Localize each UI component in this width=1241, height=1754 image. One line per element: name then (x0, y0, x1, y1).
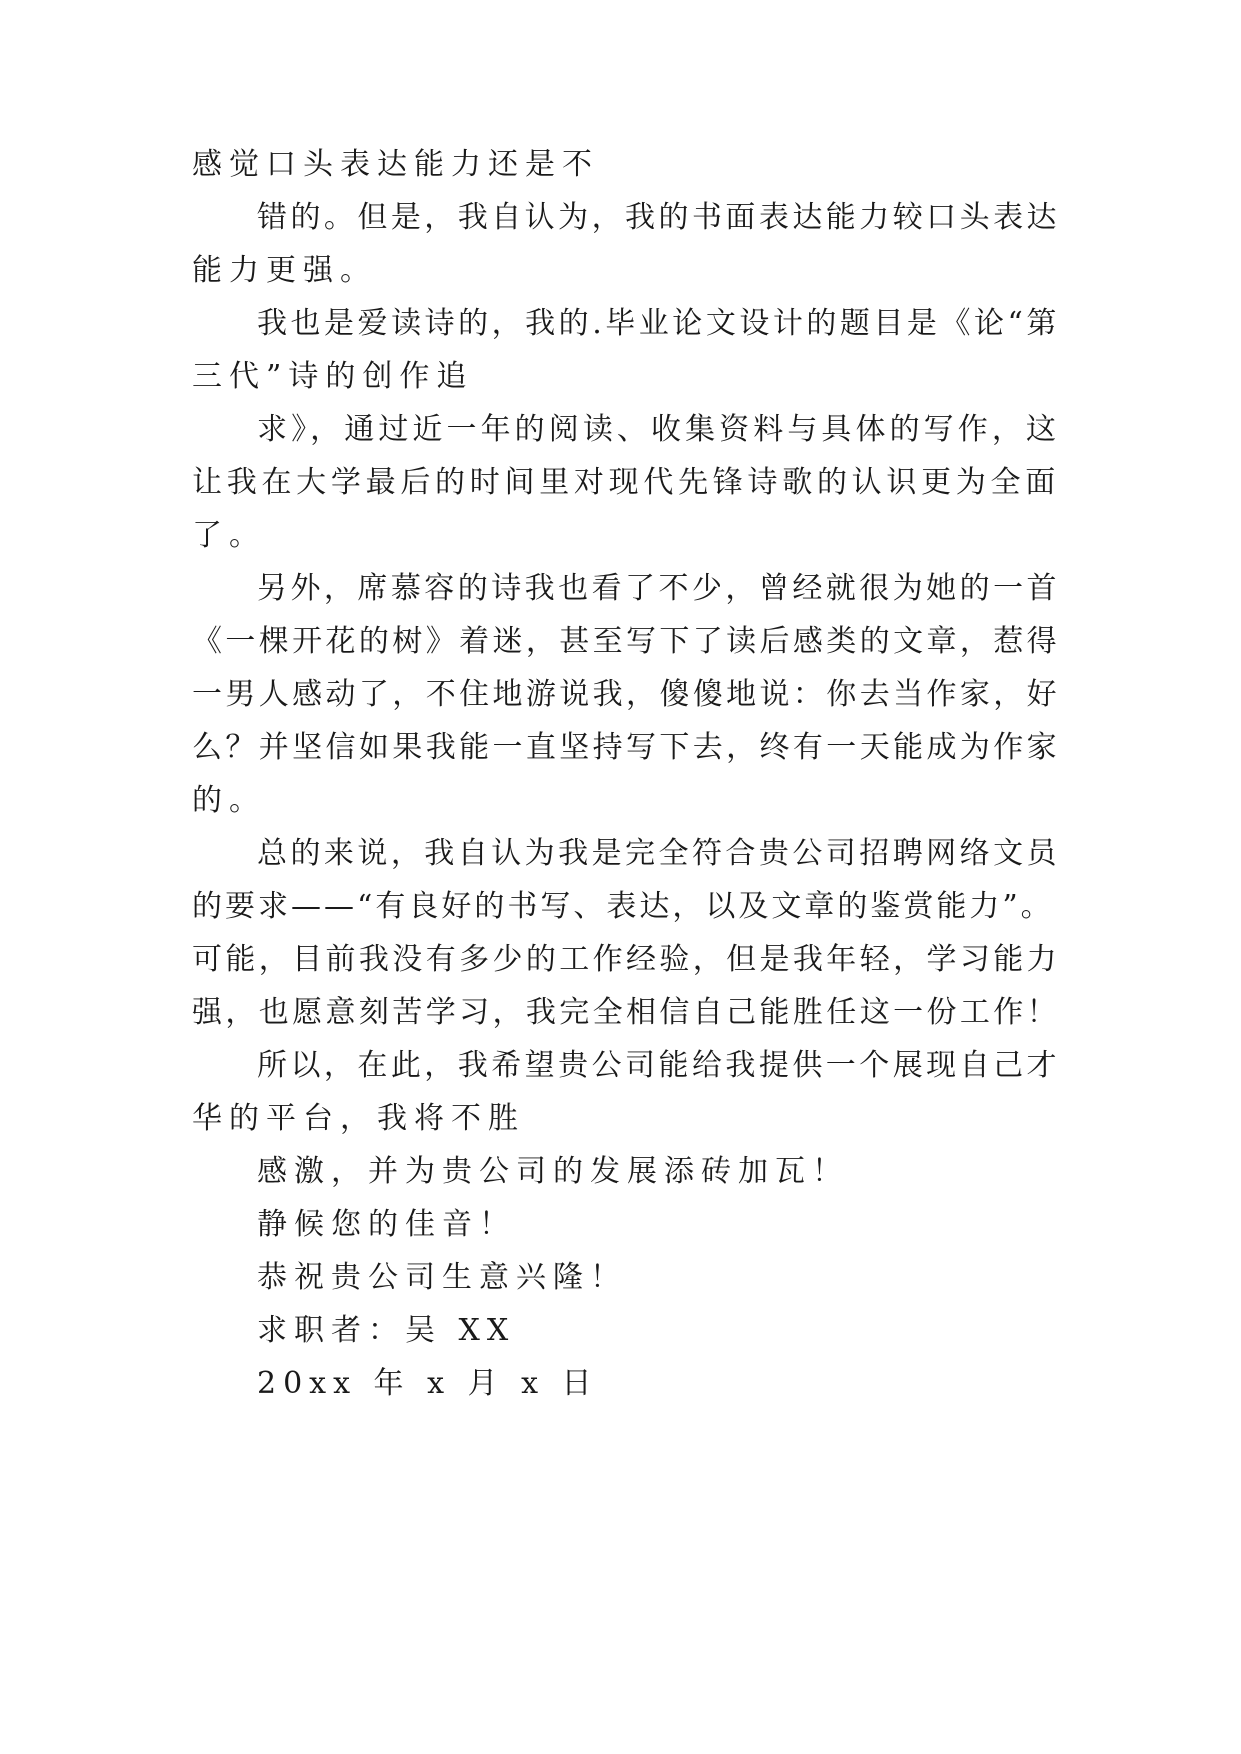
text-line: 总的来说，我自认为我是完全符合贵公司招聘网络文员 (257, 836, 1060, 871)
text-line: 静候您的佳音！ (257, 1207, 516, 1242)
date-line: 20xx 年 x 月 x 日 (257, 1366, 599, 1401)
text-line: 《一棵开花的树》着迷，甚至写下了读后感类的文章，惹得 (192, 624, 1060, 659)
text-line: 感激，并为贵公司的发展添砖加瓦！ (257, 1154, 849, 1189)
text-line: 恭祝贵公司生意兴隆！ (257, 1260, 627, 1295)
text-line: 么？并坚信如果我能一直坚持写下去，终有一天能成为作家 (192, 730, 1060, 765)
text-line: 的。 (192, 783, 266, 818)
text-line: 三代”诗的创作追 (192, 359, 474, 394)
text-line: 另外，席慕容的诗我也看了不少，曾经就很为她的一首 (257, 571, 1060, 606)
text-line: 能力更强。 (192, 253, 377, 288)
text-line: 感觉口头表达能力还是不 (192, 147, 599, 182)
text-line: 让我在大学最后的时间里对现代先锋诗歌的认识更为全面 (192, 465, 1060, 500)
signature-line: 求职者：吴 XX (257, 1313, 516, 1348)
text-line: 了。 (192, 518, 266, 553)
text-line: 一男人感动了，不住地游说我，傻傻地说：你去当作家，好 (192, 677, 1060, 712)
text-line: 可能，目前我没有多少的工作经验，但是我年轻，学习能力 (192, 942, 1060, 977)
text-line: 的要求——“有良好的书写、表达，以及文章的鉴赏能力”。 (192, 889, 1054, 924)
text-line: 华的平台，我将不胜 (192, 1101, 525, 1136)
text-line: 我也是爱读诗的，我的.毕业论文设计的题目是《论“第 (257, 306, 1060, 341)
text-line: 求》，通过近一年的阅读、收集资料与具体的写作，这 (257, 412, 1060, 447)
text-line: 强，也愿意刻苦学习，我完全相信自己能胜任这一份工作！ (192, 995, 1060, 1030)
text-line: 所以，在此，我希望贵公司能给我提供一个展现自己才 (257, 1048, 1060, 1083)
text-line: 错的。但是，我自认为，我的书面表达能力较口头表达 (257, 200, 1060, 235)
